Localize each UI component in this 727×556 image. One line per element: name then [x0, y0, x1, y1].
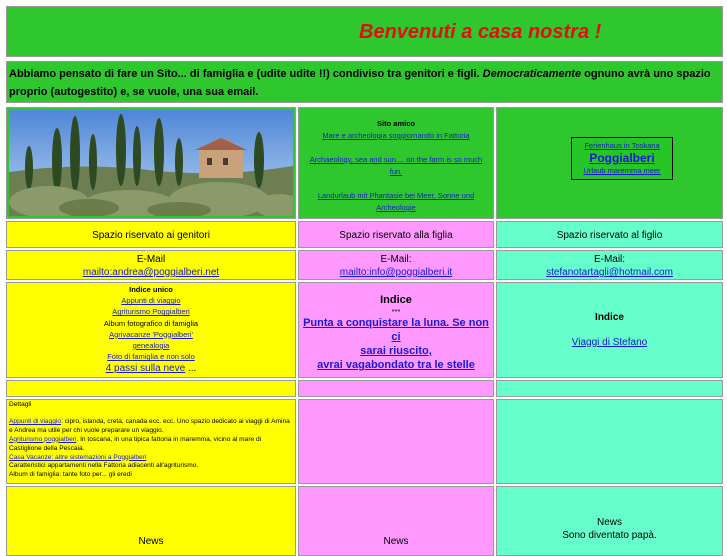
- index-link-appunti[interactable]: Appunti di viaggio: [121, 296, 181, 306]
- figlia-quote-line1[interactable]: Punta a conquistare la luna. Se non ci: [303, 317, 489, 343]
- ferienhaus-link-top[interactable]: Ferienhaus in Toskana: [584, 141, 660, 150]
- dettagli-figlia-cell: [298, 399, 494, 484]
- email-figlia-cell: [298, 250, 494, 280]
- email-figlio-label: E-Mail:: [593, 254, 626, 265]
- column-figlio-label: Spazio riservato al figlio: [556, 230, 663, 241]
- sito-amico-cell: [298, 107, 494, 219]
- index-text-album: Album fotografico di famiglia: [103, 318, 199, 328]
- index-link-agriturismo[interactable]: Agriturismo Poggialberi: [112, 307, 190, 317]
- sito-amico-link-de[interactable]: Landurlaub mit Phantasie bei Meer, Sonne und Archeologie: [317, 191, 475, 212]
- figlio-index-cell: [496, 282, 723, 378]
- news-figlia-label: News: [383, 536, 409, 547]
- index-link-foto[interactable]: Foto di famiglia e non solo: [107, 352, 195, 362]
- ferienhaus-link-bottom[interactable]: Urlaub maremma meer: [583, 166, 661, 175]
- genitori-index-cell: [6, 282, 296, 378]
- dettagli-link-agriturismo[interactable]: Agriturismo poggialberi: [9, 435, 77, 443]
- news-figlia-cell: [298, 486, 494, 556]
- dettagli-cell: [6, 399, 296, 484]
- news-figlio-text: Sono diventato papà.: [562, 530, 657, 541]
- spacer-genitori: [6, 380, 296, 397]
- figlio-link-viaggi[interactable]: Viaggi di Stefano: [571, 337, 648, 348]
- photo-cell: [6, 107, 296, 219]
- figlio-index-title: Indice: [595, 312, 624, 323]
- index-link-genealogia[interactable]: genealogia: [132, 341, 170, 351]
- index-link-neve[interactable]: 4 passi sulla neve: [105, 363, 186, 375]
- email-figlio-cell: [496, 250, 723, 280]
- figlia-quote-line3[interactable]: avrai vagabondato tra le stelle: [317, 359, 475, 371]
- column-genitori-label: Spazio riservato ai genitori: [92, 230, 210, 241]
- figlia-index-title: Indice: [380, 294, 412, 306]
- column-figlia-header: [298, 221, 494, 248]
- email-figlio-link[interactable]: stefanotartagli@hotmail.com: [546, 267, 673, 278]
- figlia-index-stars: ***: [391, 307, 401, 316]
- news-figlio-label: News: [596, 517, 622, 528]
- genitori-index-title: Indice unico: [129, 285, 173, 294]
- dettagli-title: Dettagli: [9, 401, 32, 408]
- column-genitori-header: [6, 221, 296, 248]
- dettagli-figlio-cell: [496, 399, 723, 484]
- figlia-index-cell: [298, 282, 494, 378]
- intro-emphasis: Democraticamente: [482, 68, 582, 80]
- email-figlia-link[interactable]: mailto:info@poggialberi.it: [339, 267, 453, 278]
- news-figlio-cell: [496, 486, 723, 556]
- dettagli-text-album: Album di famiglia: tante foto per... gli eredi: [9, 471, 132, 479]
- tuscany-villa-photo: [9, 110, 293, 216]
- email-genitori-label: E-Mail: [136, 254, 166, 265]
- intro-part2: ognuno avrà uno spazio proprio (autogestito) e, se vuole, una sua email.: [9, 68, 711, 98]
- index-neve-suffix: ...: [185, 363, 197, 375]
- email-figlia-label: E-Mail:: [380, 254, 412, 265]
- dettagli-link-appunti[interactable]: Appunti di viaggio: [9, 417, 62, 425]
- dettagli-text-appunti: : cipro, islanda, creta, canada ecc. ecc. Uno spazio dedicato ai viaggi di Amina e Andrea ma utile per chi vuole preparare un viaggio.: [9, 417, 290, 434]
- email-genitori-cell: [6, 250, 296, 280]
- intro-part1: Abbiamo pensato di fare un Sito... di famiglia e (udite udite !!) condiviso tra genitori e figli.: [9, 68, 483, 80]
- spacer-figlia: [298, 380, 494, 397]
- index-link-agrivacanze[interactable]: Agrivacanze 'Poggialberi': [109, 329, 193, 339]
- column-figlio-header: [496, 221, 723, 248]
- dettagli-link-casa[interactable]: Casa Vacanze: altre sistemazioni a Poggialberi: [9, 453, 147, 461]
- news-genitori-cell: [6, 486, 296, 556]
- intro-text: [6, 61, 723, 103]
- sito-amico-title: Sito amico: [377, 119, 415, 128]
- ferienhaus-cell: [496, 107, 723, 219]
- spacer-figlio: [496, 380, 723, 397]
- figlia-quote-line2[interactable]: sarai riuscito,: [360, 345, 432, 357]
- page-title: Benvenuti a casa nostra !: [359, 21, 602, 43]
- email-genitori-link[interactable]: mailto:andrea@poggialberi.net: [82, 267, 220, 278]
- sito-amico-link-it[interactable]: Mare e archeologia soggiornando in Fattoria: [322, 131, 470, 140]
- sito-amico-link-en[interactable]: Archaeology, sea and sun.... on the farm is so much fun.: [309, 155, 483, 176]
- dettagli-text-casa: Caratteristici appartamenti nella Fattoria adiacenti all'agriturismo.: [9, 462, 199, 470]
- dettagli-text-agriturismo: . In toscana, in una tipica fattoria in maremma, vicino al mare di Castiglione della Pescaia.: [9, 435, 262, 452]
- header-banner: [6, 6, 723, 57]
- ferienhaus-banner[interactable]: [571, 137, 673, 180]
- ferienhaus-link-name[interactable]: Poggialberi: [589, 151, 655, 165]
- column-figlia-label: Spazio riservato alla figlia: [339, 230, 453, 241]
- news-genitori-label: News: [138, 536, 164, 547]
